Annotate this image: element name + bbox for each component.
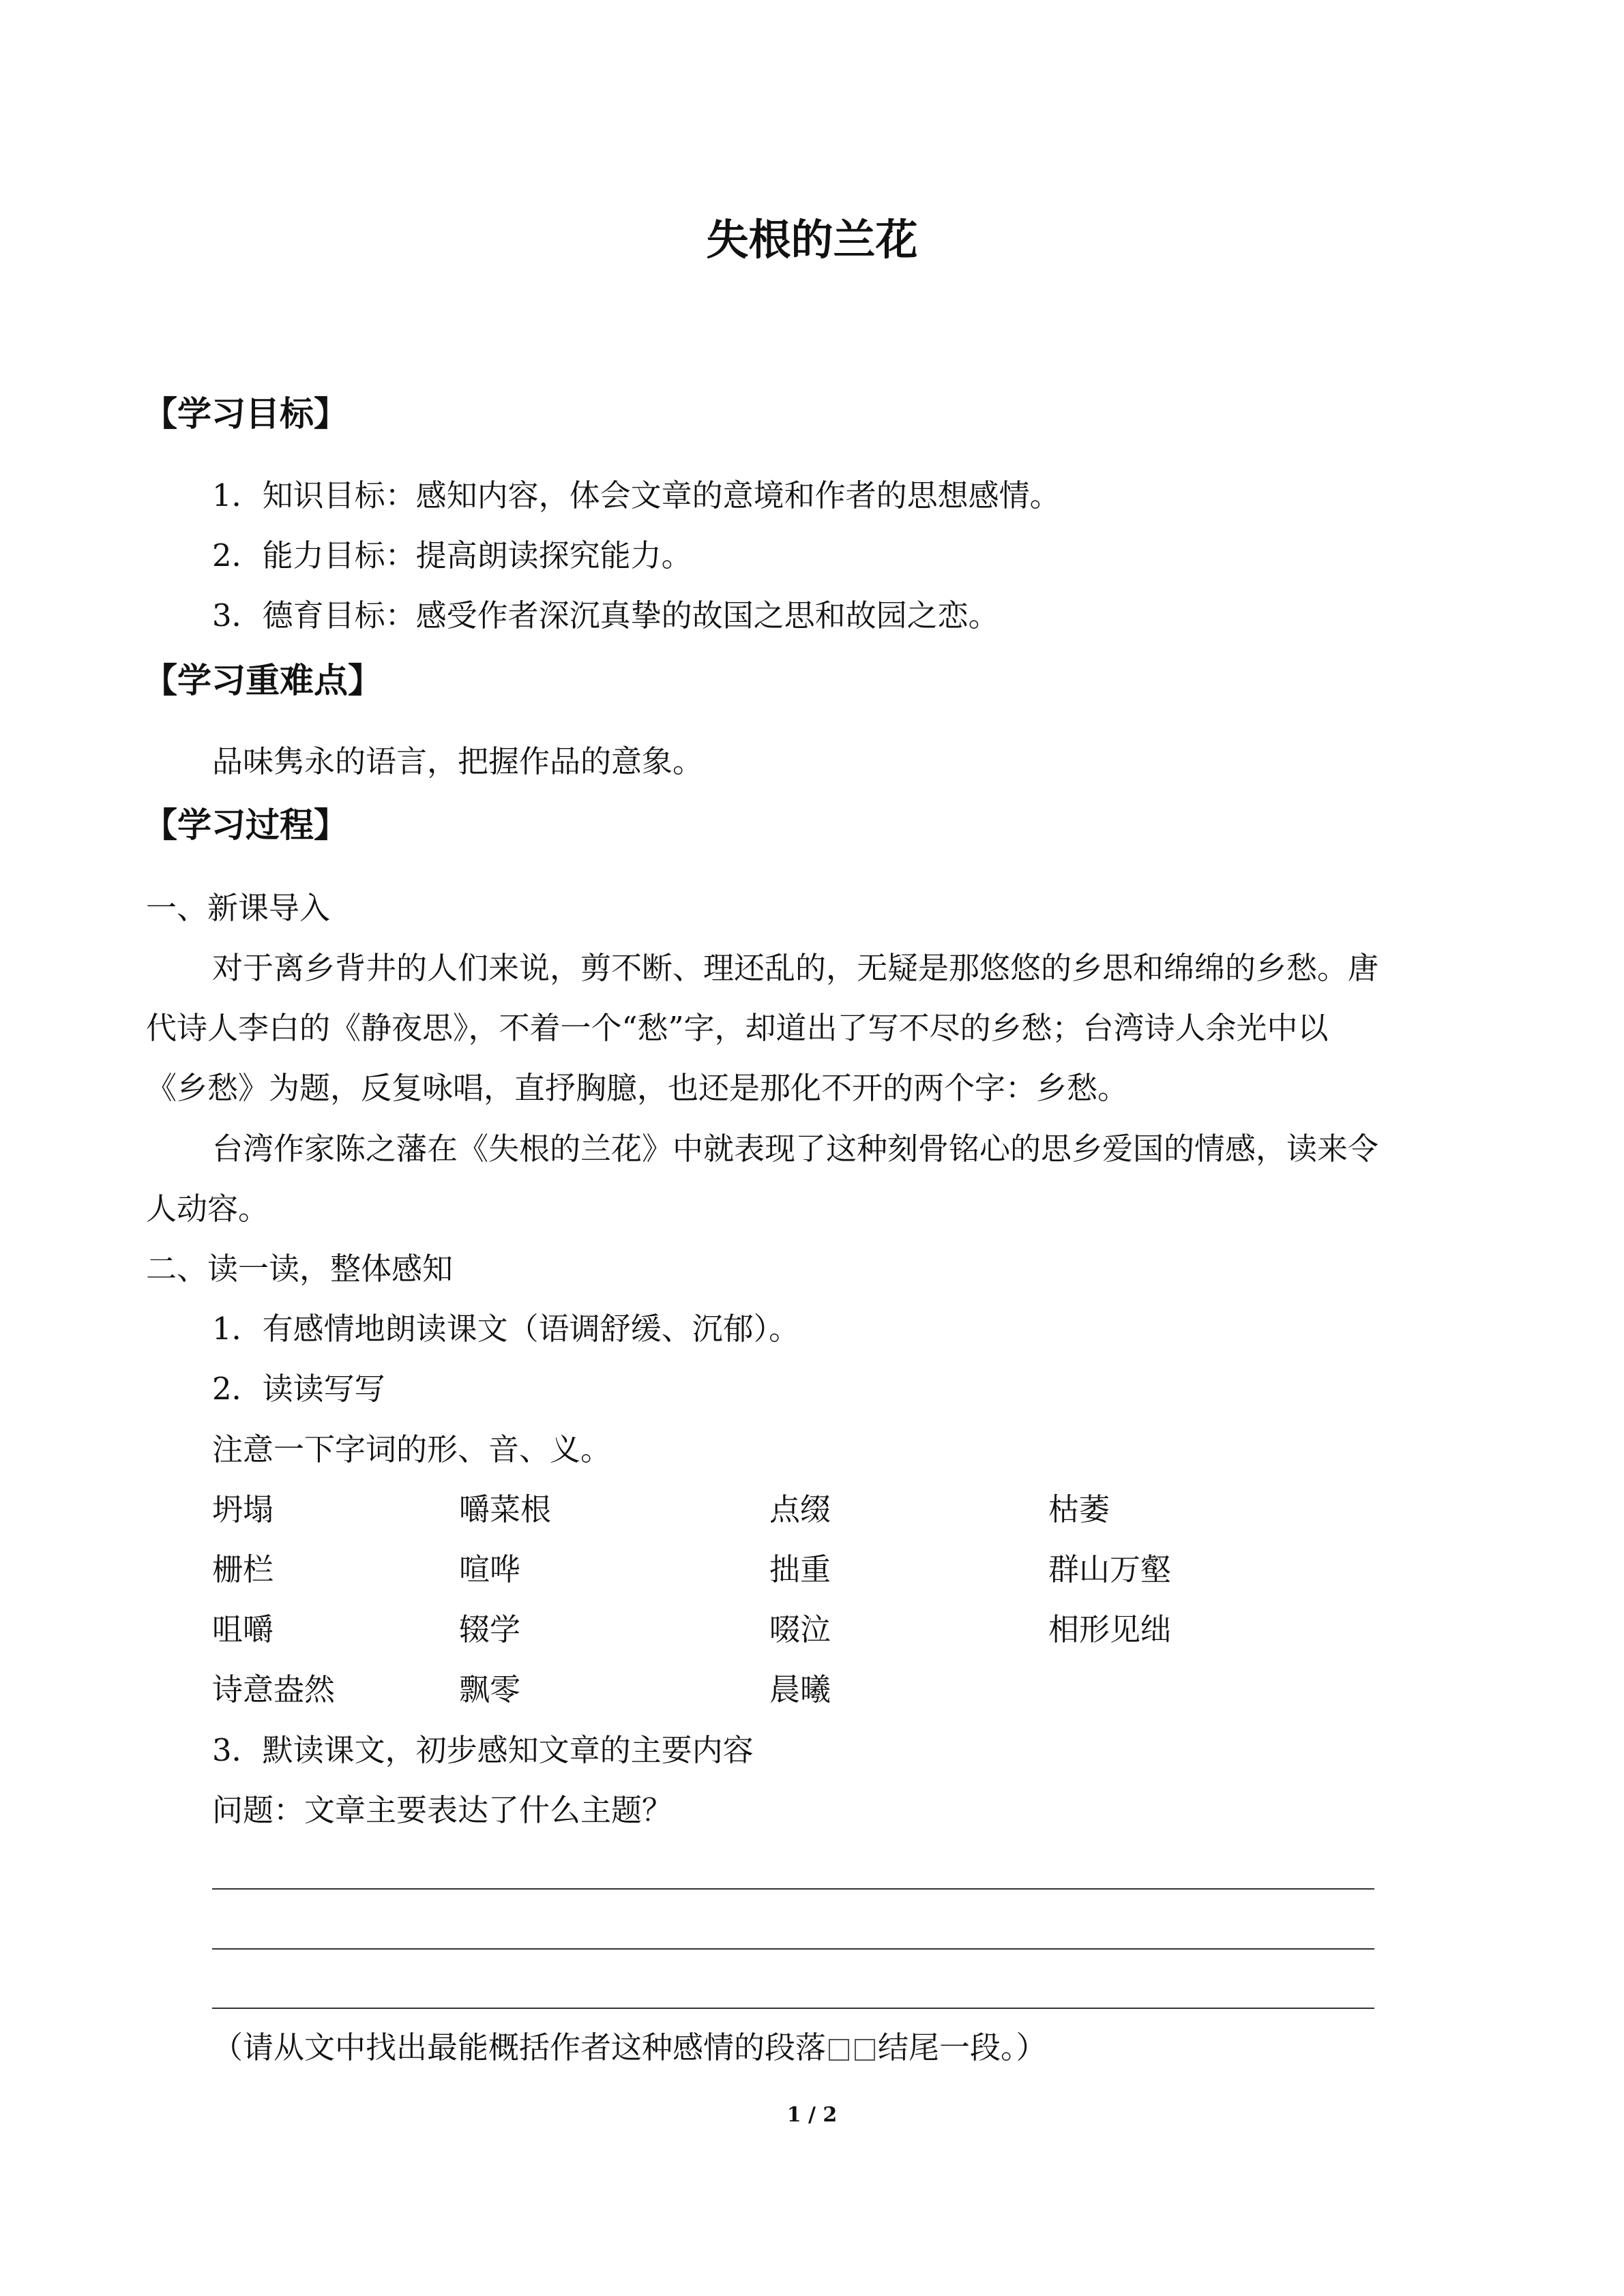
vocab-word: 辍学 — [459, 1611, 521, 1648]
objective-item: 3．德育目标：感受作者深沉真挚的故国之思和故园之恋。 — [212, 597, 999, 633]
intro-paragraph-line: 代诗人李白的《静夜思》，不着一个“愁”字，却道出了写不尽的乡愁；台湾诗人余光中以 — [146, 1010, 1329, 1046]
intro-paragraph-line: 台湾作家陈之藩在《失根的兰花》中就表现了这种刻骨铭心的思乡爱国的情感，读来令 — [212, 1131, 1379, 1167]
vocab-word: 晨曦 — [769, 1671, 831, 1708]
vocab-word: 点缀 — [769, 1491, 831, 1527]
reading-item: 1．有感情地朗读课文（语调舒缓、沉郁）。 — [212, 1311, 800, 1347]
key-points-text: 品味隽永的语言，把握作品的意象。 — [212, 743, 704, 779]
answer-line[interactable] — [212, 2008, 1374, 2009]
page-number: 1 / 2 — [786, 2103, 838, 2127]
reading-item: 3．默读课文，初步感知文章的主要内容 — [212, 1732, 754, 1768]
section-heading-key-points: 【学习重难点】 — [143, 661, 382, 700]
intro-paragraph-line: 《乡愁》为题，反复咏唱，直抒胸臆，也还是那化不开的两个字：乡愁。 — [146, 1070, 1129, 1106]
answer-line[interactable] — [212, 1948, 1374, 1950]
objective-item: 1．知识目标：感知内容，体会文章的意境和作者的思想感情。 — [212, 477, 1061, 513]
vocab-word: 坍塌 — [212, 1491, 274, 1527]
intro-paragraph-line: 人动容。 — [146, 1191, 269, 1227]
question-text: 问题：文章主要表达了什么主题？ — [212, 1792, 673, 1828]
intro-paragraph-line: 对于离乡背井的人们来说，剪不断、理还乱的，无疑是那悠悠的乡思和绵绵的乡愁。唐 — [212, 950, 1379, 986]
missing-char-box — [829, 2039, 849, 2061]
hint-text-before: （请从文中找出最能概括作者这种感情的段落 — [212, 2029, 827, 2066]
vocab-word: 诗意盎然 — [212, 1671, 336, 1708]
vocab-word: 栅栏 — [212, 1551, 274, 1587]
vocab-word: 相形见绌 — [1048, 1611, 1172, 1648]
section-heading-objectives: 【学习目标】 — [143, 394, 348, 434]
vocab-word: 拙重 — [769, 1551, 831, 1587]
missing-char-box — [855, 2039, 875, 2061]
objective-item: 2．能力目标：提高朗读探究能力。 — [212, 537, 692, 573]
hint-text — [212, 2027, 1047, 2068]
reading-heading: 二、读一读，整体感知 — [146, 1251, 454, 1287]
vocab-word: 枯萎 — [1048, 1491, 1110, 1527]
vocab-word: 咀嚼 — [212, 1611, 274, 1648]
vocab-word: 啜泣 — [769, 1611, 831, 1648]
reading-item: 2．读读写写 — [212, 1371, 385, 1407]
answer-line[interactable] — [212, 1888, 1374, 1890]
section-heading-process: 【学习过程】 — [143, 805, 348, 845]
vocab-word: 飘零 — [459, 1671, 521, 1708]
hint-text-after: 结尾一段。） — [878, 2029, 1047, 2066]
page-title: 失根的兰花 — [706, 215, 918, 265]
vocab-word: 喧哗 — [459, 1551, 521, 1587]
vocab-word: 群山万壑 — [1048, 1551, 1172, 1587]
vocab-word: 嚼菜根 — [459, 1491, 552, 1527]
vocab-note: 注意一下字词的形、音、义。 — [212, 1431, 612, 1467]
intro-heading: 一、新课导入 — [146, 890, 331, 926]
